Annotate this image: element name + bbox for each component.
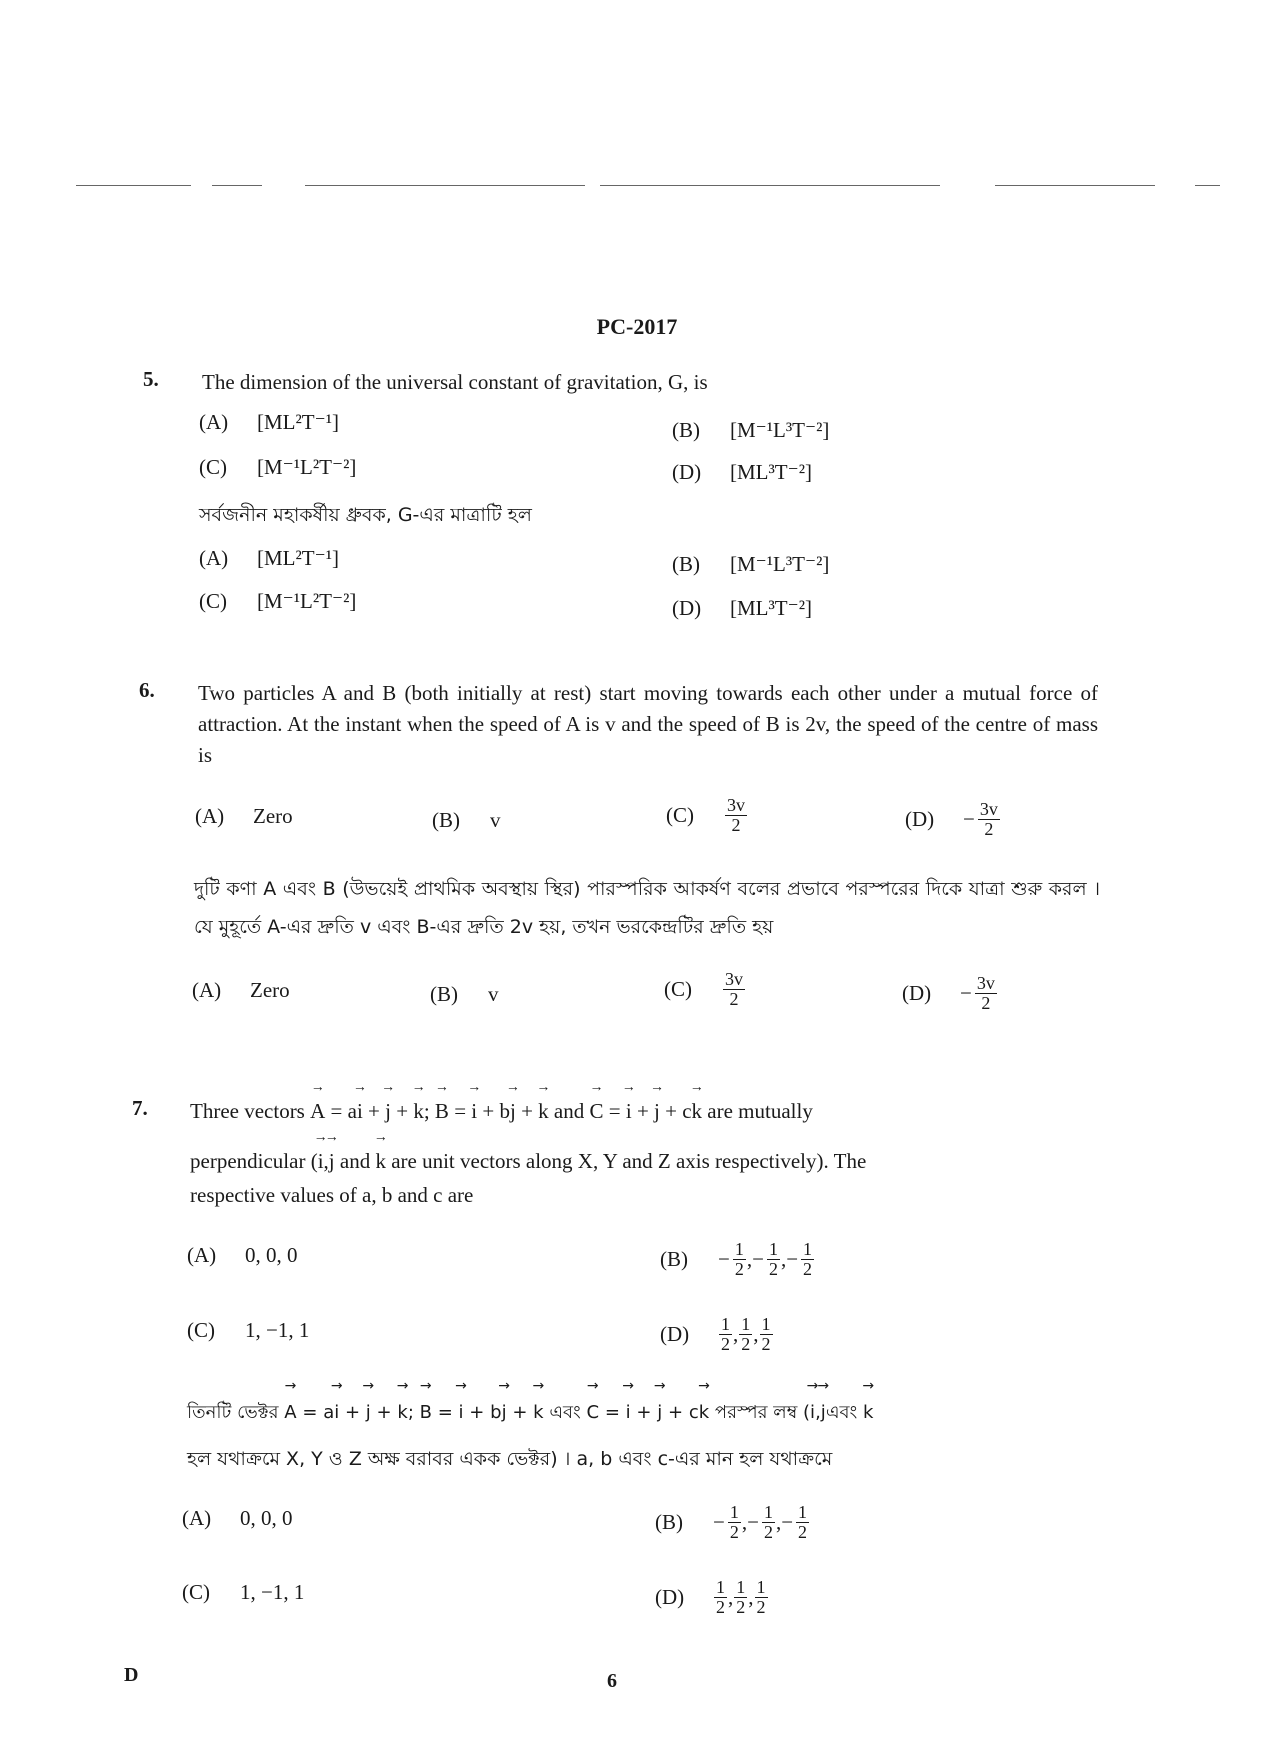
unit-vector-k: → k bbox=[375, 1146, 386, 1177]
unit-vector-j: → j bbox=[329, 1146, 335, 1177]
fraction bbox=[978, 800, 1000, 839]
plus: + bbox=[344, 1402, 361, 1423]
unit-vector-k: → k bbox=[397, 1394, 407, 1432]
fraction bbox=[723, 970, 745, 1009]
option-label: (A) bbox=[187, 1243, 217, 1267]
option-c bbox=[199, 455, 356, 480]
text: are mutually bbox=[707, 1099, 813, 1123]
fraction bbox=[719, 1315, 732, 1354]
fraction bbox=[760, 1315, 773, 1354]
fraction bbox=[734, 1578, 747, 1617]
option-value: [ML²T⁻¹] bbox=[257, 410, 339, 434]
option-value: v bbox=[488, 982, 499, 1006]
numerator: 3v bbox=[979, 799, 998, 819]
text: এবং bbox=[549, 1402, 581, 1423]
equals: = bbox=[437, 1402, 453, 1423]
vector-A: → A bbox=[310, 1096, 325, 1127]
option-b-bn bbox=[430, 982, 499, 1007]
plus: + bbox=[521, 1099, 533, 1123]
option-a-bn bbox=[182, 1506, 293, 1531]
option-label: (B) bbox=[660, 1247, 688, 1271]
numerator: 1 bbox=[741, 1314, 751, 1334]
option-c-bn bbox=[199, 589, 356, 614]
option-d bbox=[905, 800, 1001, 839]
equals: = bbox=[608, 1099, 621, 1123]
coef: b bbox=[499, 1099, 510, 1123]
option-b bbox=[660, 1240, 815, 1279]
denominator: 2 bbox=[741, 1334, 751, 1354]
option-label: (D) bbox=[672, 460, 702, 484]
question-stem-bn: সর্বজনীন মহাকর্ষীয় ধ্রুবক, G-এর মাত্রাটি হল bbox=[199, 504, 532, 526]
coef: c bbox=[688, 1402, 699, 1423]
unit-vector-j: → j bbox=[366, 1394, 371, 1432]
plus: + bbox=[396, 1099, 409, 1123]
text: and bbox=[553, 1099, 585, 1123]
option-d-bn bbox=[655, 1578, 769, 1617]
question-stem-en: Two particles A and B (both initially at rest) start moving towards each other under a mutual force of attraction. At the instant when the speed of A is v and the speed of B is 2v, the speed of the centre of mass is bbox=[198, 681, 1098, 767]
denominator: 2 bbox=[729, 989, 739, 1009]
plus: + bbox=[482, 1099, 495, 1123]
option-label: (C) bbox=[199, 589, 227, 613]
option-b-bn bbox=[655, 1503, 810, 1542]
minus-sign: − bbox=[713, 1510, 725, 1534]
minus-sign: − bbox=[747, 1510, 759, 1534]
minus-sign: − bbox=[781, 1510, 794, 1534]
coef: b bbox=[490, 1402, 502, 1423]
unit-vector-k: → k bbox=[863, 1394, 873, 1432]
text: Three vectors bbox=[190, 1099, 305, 1123]
option-label: (B) bbox=[672, 552, 700, 576]
numerator: 1 bbox=[721, 1314, 730, 1334]
unit-vector-k: → k bbox=[413, 1096, 424, 1127]
option-d bbox=[672, 460, 812, 485]
plus: + bbox=[368, 1099, 380, 1123]
unit-vector-j: → j bbox=[502, 1394, 507, 1432]
question-stem-en-line1 bbox=[190, 1096, 1090, 1127]
question-stem-en-line2 bbox=[190, 1146, 866, 1177]
minus-sign: − bbox=[963, 807, 975, 831]
option-b-bn bbox=[672, 552, 829, 577]
numerator: 1 bbox=[798, 1502, 808, 1522]
vector-B: → B bbox=[420, 1394, 432, 1432]
fraction bbox=[714, 1578, 727, 1617]
denominator: 2 bbox=[729, 1522, 739, 1542]
equals: = bbox=[454, 1099, 467, 1123]
semicolon: ; bbox=[407, 1402, 414, 1423]
option-a bbox=[199, 410, 339, 435]
option-a-bn bbox=[199, 546, 339, 571]
top-rule-segment bbox=[76, 185, 191, 186]
fraction bbox=[975, 974, 997, 1013]
denominator: 2 bbox=[803, 1259, 813, 1279]
booklet-series: D bbox=[124, 1664, 139, 1686]
top-rule-segment bbox=[1195, 185, 1220, 186]
option-a bbox=[187, 1243, 298, 1268]
option-label: (D) bbox=[672, 596, 702, 620]
top-rule-segment bbox=[305, 185, 585, 186]
unit-vector-i: → i bbox=[334, 1394, 339, 1432]
question-number: 5. bbox=[143, 367, 159, 391]
option-label: (A) bbox=[199, 546, 229, 570]
comma: , bbox=[746, 1247, 753, 1271]
option-d bbox=[660, 1315, 774, 1354]
option-label: (D) bbox=[655, 1585, 685, 1609]
minus-sign: − bbox=[786, 1247, 799, 1271]
option-value: [M⁻¹L²T⁻²] bbox=[257, 455, 357, 479]
denominator: 2 bbox=[761, 1334, 771, 1354]
plus: + bbox=[665, 1099, 677, 1123]
option-label: (D) bbox=[660, 1322, 690, 1346]
comma: , bbox=[323, 1149, 329, 1173]
page-number: 6 bbox=[607, 1670, 617, 1692]
denominator: 2 bbox=[731, 815, 741, 835]
numerator: 3v bbox=[976, 973, 995, 993]
vector-C: → C bbox=[589, 1096, 603, 1127]
equals: = bbox=[302, 1402, 318, 1423]
option-label: (A) bbox=[192, 978, 222, 1002]
unit-vector-k: → k bbox=[533, 1394, 543, 1432]
vector-C: → C bbox=[587, 1394, 600, 1432]
option-c-bn bbox=[182, 1580, 304, 1605]
option-value: 0, 0, 0 bbox=[240, 1506, 293, 1530]
unit-vector-j: → j bbox=[657, 1394, 662, 1432]
option-b bbox=[672, 418, 829, 443]
unit-vector-j: → j bbox=[654, 1096, 660, 1127]
fraction bbox=[739, 1315, 752, 1354]
option-d-bn bbox=[902, 974, 998, 1013]
option-value: 0, 0, 0 bbox=[245, 1243, 298, 1267]
option-label: (C) bbox=[666, 803, 694, 827]
option-value: [ML²T⁻¹] bbox=[257, 546, 339, 570]
option-value: Zero bbox=[250, 978, 290, 1002]
unit-vector-i: → i bbox=[810, 1394, 815, 1432]
option-value: 1, −1, 1 bbox=[245, 1318, 310, 1342]
question-number: 6. bbox=[139, 678, 155, 702]
numerator: 1 bbox=[756, 1577, 766, 1597]
unit-vector-k: → k bbox=[692, 1096, 703, 1127]
question-stem-bn-line2: হল যথাক্রমে X, Y ও Z অক্ষ বরাবর একক ভেক্টর) । a, b এবং c-এর মান হল যথাক্রমে bbox=[187, 1448, 833, 1470]
option-value: Zero bbox=[253, 804, 293, 828]
numerator: 1 bbox=[803, 1239, 813, 1259]
option-value: [M⁻¹L²T⁻²] bbox=[257, 589, 357, 613]
unit-vector-i: → i bbox=[357, 1096, 363, 1127]
numerator: 3v bbox=[725, 969, 743, 989]
denominator: 2 bbox=[716, 1597, 725, 1617]
option-value: 1, −1, 1 bbox=[240, 1580, 305, 1604]
paper-code: PC-2017 bbox=[596, 314, 678, 339]
denominator: 2 bbox=[734, 1259, 744, 1279]
numerator: 1 bbox=[768, 1239, 778, 1259]
comma: , bbox=[728, 1585, 734, 1609]
comma: , bbox=[748, 1585, 754, 1609]
denominator: 2 bbox=[763, 1522, 773, 1542]
numerator: 1 bbox=[729, 1502, 739, 1522]
denominator: 2 bbox=[756, 1597, 766, 1617]
comma: , bbox=[753, 1322, 759, 1346]
numerator: 1 bbox=[716, 1577, 725, 1597]
question-stem-en: The dimension of the universal constant of gravitation, G, is bbox=[202, 370, 708, 394]
question-stem-en-line3: respective values of a, b and c are bbox=[190, 1183, 474, 1207]
denominator: 2 bbox=[981, 993, 991, 1013]
numerator: 1 bbox=[763, 1502, 773, 1522]
denominator: 2 bbox=[736, 1597, 746, 1617]
comma: , bbox=[780, 1247, 787, 1271]
option-a bbox=[195, 804, 293, 829]
option-d-bn bbox=[672, 596, 812, 621]
numerator: 1 bbox=[736, 1577, 746, 1597]
fraction bbox=[801, 1240, 814, 1279]
option-value: [M⁻¹L³T⁻²] bbox=[730, 418, 830, 442]
unit-vector-k: → k bbox=[699, 1394, 709, 1432]
semicolon: ; bbox=[423, 1099, 430, 1123]
option-label: (D) bbox=[905, 807, 935, 831]
fraction bbox=[728, 1503, 741, 1542]
fraction bbox=[725, 796, 747, 835]
plus: + bbox=[512, 1402, 528, 1423]
minus-sign: − bbox=[752, 1247, 764, 1271]
unit-vector-j: → j bbox=[510, 1096, 516, 1127]
denominator: 2 bbox=[984, 819, 994, 839]
option-label: (C) bbox=[199, 455, 227, 479]
fraction bbox=[733, 1240, 746, 1279]
option-label: (C) bbox=[664, 977, 692, 1001]
denominator: 2 bbox=[798, 1522, 808, 1542]
option-a-bn bbox=[192, 978, 290, 1003]
fraction bbox=[755, 1578, 768, 1617]
unit-vector-i: → i bbox=[626, 1394, 631, 1432]
option-value: v bbox=[490, 808, 501, 832]
minus-sign: − bbox=[960, 981, 972, 1005]
plus: + bbox=[636, 1402, 652, 1423]
equals: = bbox=[330, 1099, 343, 1123]
comma: , bbox=[815, 1402, 821, 1423]
unit-vector-k: → k bbox=[538, 1096, 549, 1127]
option-c bbox=[666, 796, 748, 835]
plus: + bbox=[376, 1402, 392, 1423]
unit-vector-j: → j bbox=[385, 1096, 391, 1127]
comma: , bbox=[733, 1322, 739, 1346]
coef: a bbox=[347, 1099, 357, 1123]
option-label: (B) bbox=[430, 982, 458, 1006]
text: এবং bbox=[825, 1402, 858, 1423]
text: পরস্পর লম্ব ( bbox=[714, 1402, 811, 1423]
text: তিনটি ভেক্টর bbox=[187, 1402, 279, 1423]
option-label: (B) bbox=[655, 1510, 683, 1534]
denominator: 2 bbox=[721, 1334, 730, 1354]
vector-B: → B bbox=[435, 1096, 449, 1127]
comma: , bbox=[741, 1510, 748, 1534]
option-label: (A) bbox=[199, 410, 229, 434]
top-rule-segment bbox=[995, 185, 1155, 186]
option-label: (C) bbox=[182, 1580, 210, 1604]
unit-vector-i: → i bbox=[471, 1096, 477, 1127]
text: perpendicular ( bbox=[190, 1149, 318, 1173]
fraction bbox=[767, 1240, 780, 1279]
option-b bbox=[432, 808, 501, 833]
plus: + bbox=[469, 1402, 485, 1423]
numerator: 1 bbox=[734, 1239, 744, 1259]
option-c-bn bbox=[664, 970, 746, 1009]
top-rule-segment bbox=[600, 185, 940, 186]
option-label: (A) bbox=[195, 804, 225, 828]
coef: a bbox=[323, 1402, 335, 1423]
option-label: (A) bbox=[182, 1506, 212, 1530]
text: and bbox=[339, 1149, 371, 1173]
option-value: [M⁻¹L³T⁻²] bbox=[730, 552, 830, 576]
option-value: [ML³T⁻²] bbox=[730, 596, 812, 620]
question-stem-bn: দুটি কণা A এবং B (উভয়েই প্রাথমিক অবস্থায় স্থির) পারস্পরিক আকর্ষণ বলের প্রভাবে পরস্পরের দিকে যাত্রা শুরু করল । যে মুহূর্তে A-এর দ্রুতি v এবং B-এর দ্রুতি 2v হয়, তখন ভরকেন্দ্রটির দ্রুতি হয় bbox=[194, 878, 1100, 938]
plus: + bbox=[636, 1099, 649, 1123]
option-label: (C) bbox=[187, 1318, 215, 1342]
option-c bbox=[187, 1318, 309, 1343]
numerator: 1 bbox=[761, 1314, 771, 1334]
unit-vector-i: → i bbox=[318, 1146, 324, 1177]
comma: , bbox=[775, 1510, 782, 1534]
denominator: 2 bbox=[768, 1259, 778, 1279]
equals: = bbox=[604, 1402, 620, 1423]
plus: + bbox=[667, 1402, 684, 1423]
vector-A: → A bbox=[284, 1394, 296, 1432]
top-rule-segment bbox=[212, 185, 262, 186]
option-label: (B) bbox=[672, 418, 700, 442]
text: are unit vectors along X, Y and Z axis respectively). The bbox=[391, 1149, 867, 1173]
numerator: 3v bbox=[727, 795, 745, 815]
unit-vector-i: → i bbox=[626, 1096, 632, 1127]
fraction bbox=[796, 1503, 809, 1542]
option-label: (B) bbox=[432, 808, 460, 832]
fraction bbox=[762, 1503, 775, 1542]
question-stem-bn-line1 bbox=[187, 1394, 873, 1432]
question-number: 7. bbox=[132, 1096, 148, 1120]
unit-vector-i: → i bbox=[459, 1394, 464, 1432]
unit-vector-j: → j bbox=[821, 1394, 826, 1432]
option-label: (D) bbox=[902, 981, 932, 1005]
minus-sign: − bbox=[718, 1247, 730, 1271]
coef: c bbox=[682, 1099, 692, 1123]
option-value: [ML³T⁻²] bbox=[730, 460, 812, 484]
